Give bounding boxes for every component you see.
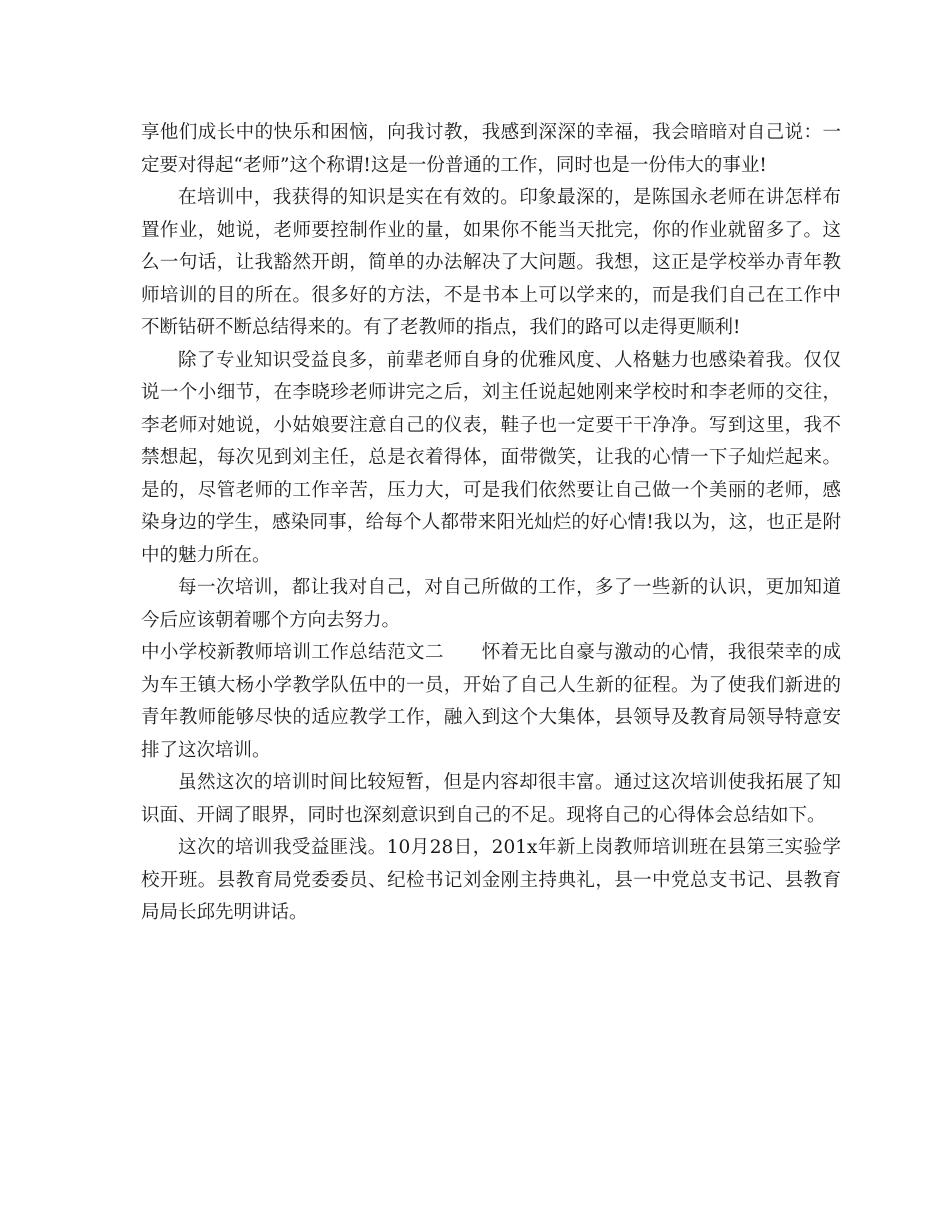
document-body [141, 117, 841, 930]
paragraph: 每一次培训，都让我对自己，对自己所做的工作，多了一些新的认识，更加知道今后应该朝着哪个方向去努力。 [141, 577, 841, 631]
paragraph: 这次的培训我受益匪浅。10月28日，201x年新上岗教师培训班在县第三实验学校开班。县教育局党委委员、纪检书记刘金刚主持典礼，县一中党总支书记、县教育局局长邱先明讲话。 [141, 837, 841, 923]
paragraph: 在培训中，我获得的知识是实在有效的。印象最深的，是陈国永老师在讲怎样布置作业，她说，老师要控制作业的量，如果你不能当天批完，你的作业就留多了。这么一句话，让我豁然开朗，简单的办法解决了大问题。我想，这正是学校举办青年教师培训的目的所在。很多好的方法，不是书本上可以学来的，而是我们自己在工作中不断钻研不断总结得来的。有了老教师的指点，我们的路可以走得更顺利! [141, 187, 841, 338]
paragraph: 除了专业知识受益良多，前辈老师自身的优雅风度、人格魅力也感染着我。仅仅说一个小细节，在李晓珍老师讲完之后，刘主任说起她刚来学校时和李老师的交往，李老师对她说，小姑娘要注意自己的仪表，鞋子也一定要干干净净。写到这里，我不禁想起，每次见到刘主任，总是衣着得体，面带微笑，让我的心情一下子灿烂起来。是的，尽管老师的工作辛苦，压力大，可是我们依然要让自己做一个美丽的老师，感染身边的学生，感染同事，给每个人都带来阳光灿烂的好心情!我以为，这，也正是附中的魅力所在。 [141, 349, 841, 566]
paragraph: 享他们成长中的快乐和困恼，向我讨教，我感到深深的幸福，我会暗暗对自己说：一定要对得起“老师”这个称谓!这是一份普通的工作，同时也是一份伟大的事业! [141, 122, 841, 176]
section-heading-paragraph: 中小学校新教师培训工作总结范文二 怀着无比自豪与激动的心情，我很荣幸的成为车王镇大杨小学教学队伍中的一员，开始了自己人生新的征程。为了使我们新进的青年教师能够尽快的适应教学工作，融入到这个大集体，县领导及教育局领导特意安排了这次培训。 [141, 642, 841, 761]
paragraph: 虽然这次的培训时间比较短暂，但是内容却很丰富。通过这次培训使我拓展了知识面、开阔了眼界，同时也深刻意识到自己的不足。现将自己的心得体会总结如下。 [141, 772, 841, 826]
